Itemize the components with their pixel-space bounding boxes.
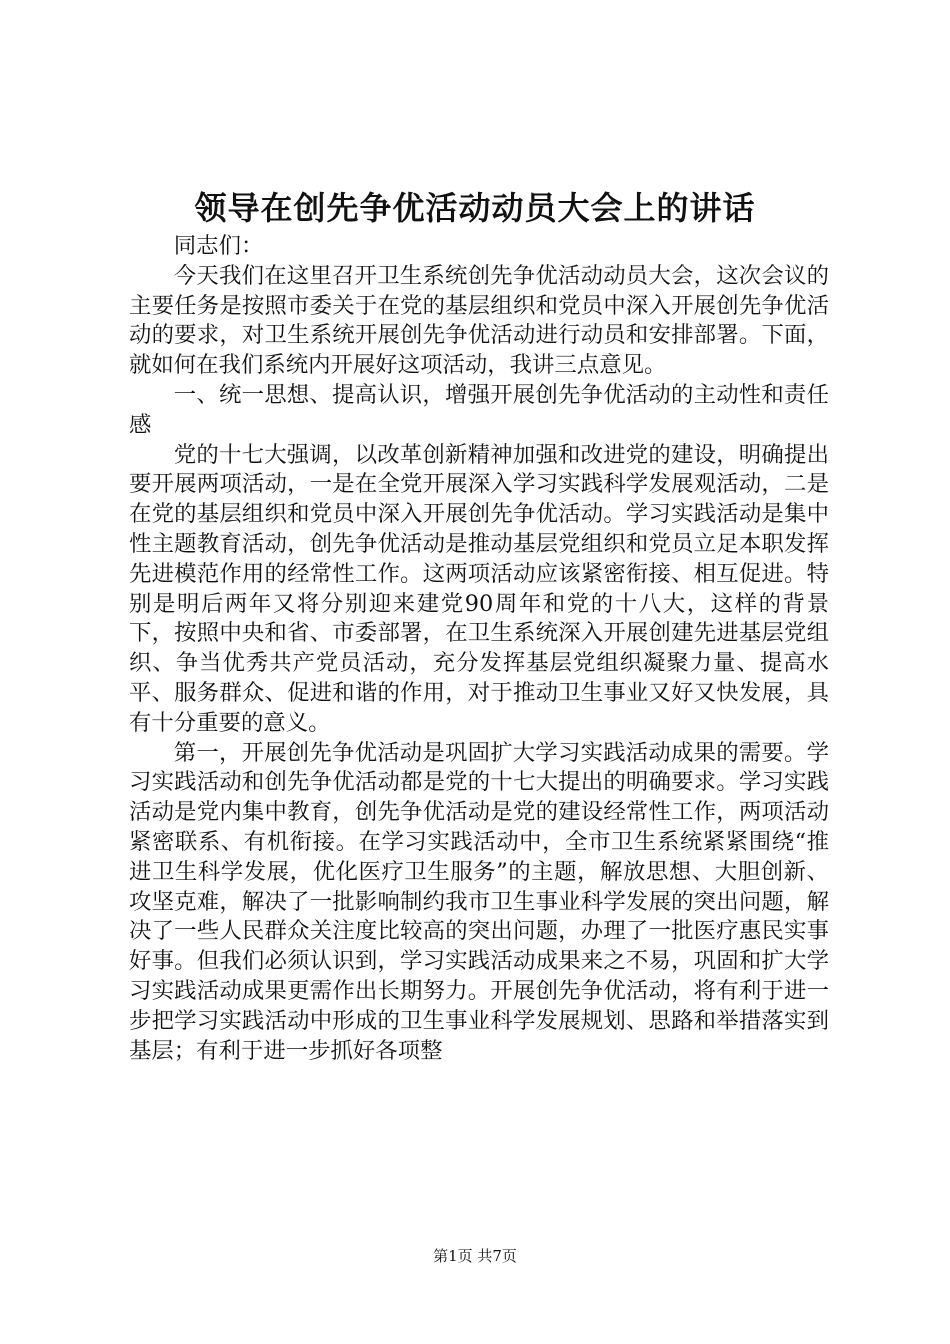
page-number-footer: 第1页 共7页 [433, 1247, 517, 1265]
section-heading-1: 一、统一思想、提高认识，增强开展创先争优活动的主动性和责任感 [129, 381, 829, 438]
salutation-paragraph: 同志们： [173, 233, 264, 259]
document-title: 领导在创先争优活动动员大会上的讲话 [194, 189, 756, 227]
body-paragraph: 党的十七大强调，以改革创新精神加强和改进党的建设，明确提出要开展两项活动，一是在全党开展深入学习实践科学发展观活动，二是在党的基层组织和党员中深入开展创先争优活动。学习实践活动是集中性主题教育活动，创先争优活动是推动基层党组织和党员立足本职发挥先进模范作用的经常性工作。这两项活动应该紧密衔接、相互促进。特别是明后两年又将分别迎来建党90周年和党的十八大，这样的背景下，按照中央和省、市委部署，在卫生系统深入开展创建先进基层党组织、争当优秀共产党员活动，充分发挥基层党组织凝聚力量、提高水平、服务群众、促进和谐的作用，对于推动卫生事业又好又快发展，具有十分重要的意义。 [129, 441, 829, 736]
intro-paragraph: 今天我们在这里召开卫生系统创先争优活动动员大会，这次会议的主要任务是按照市委关于在党的基层组织和党员中深入开展创先争优活动的要求，对卫生系统开展创先争优活动进行动员和安排部署。下面，就如何在我们系统内开展好这项活动，我讲三点意见。 [129, 262, 829, 379]
document-body [129, 232, 829, 1066]
body-paragraph: 第一，开展创先争优活动是巩固扩大学习实践活动成果的需要。学习实践活动和创先争优活动都是党的十七大提出的明确要求。学习实践活动是党内集中教育，创先争优活动是党的建设经常性工作，两项活动紧密联系、有机衔接。在学习实践活动中，全市卫生系统紧紧围绕“推进卫生科学发展，优化医疗卫生服务”的主题，解放思想、大胆创新、攻坚克难，解决了一批影响制约我市卫生事业科学发展的突出问题，解决了一些人民群众关注度比较高的突出问题，办理了一批医疗惠民实事好事。但我们必须认识到，学习实践活动成果来之不易，巩固和扩大学习实践活动成果更需作出长期努力。开展创先争优活动，将有利于进一步把学习实践活动中形成的卫生事业科学发展规划、思路和举措落实到基层；有利于进一步抓好各项整 [129, 739, 829, 1064]
